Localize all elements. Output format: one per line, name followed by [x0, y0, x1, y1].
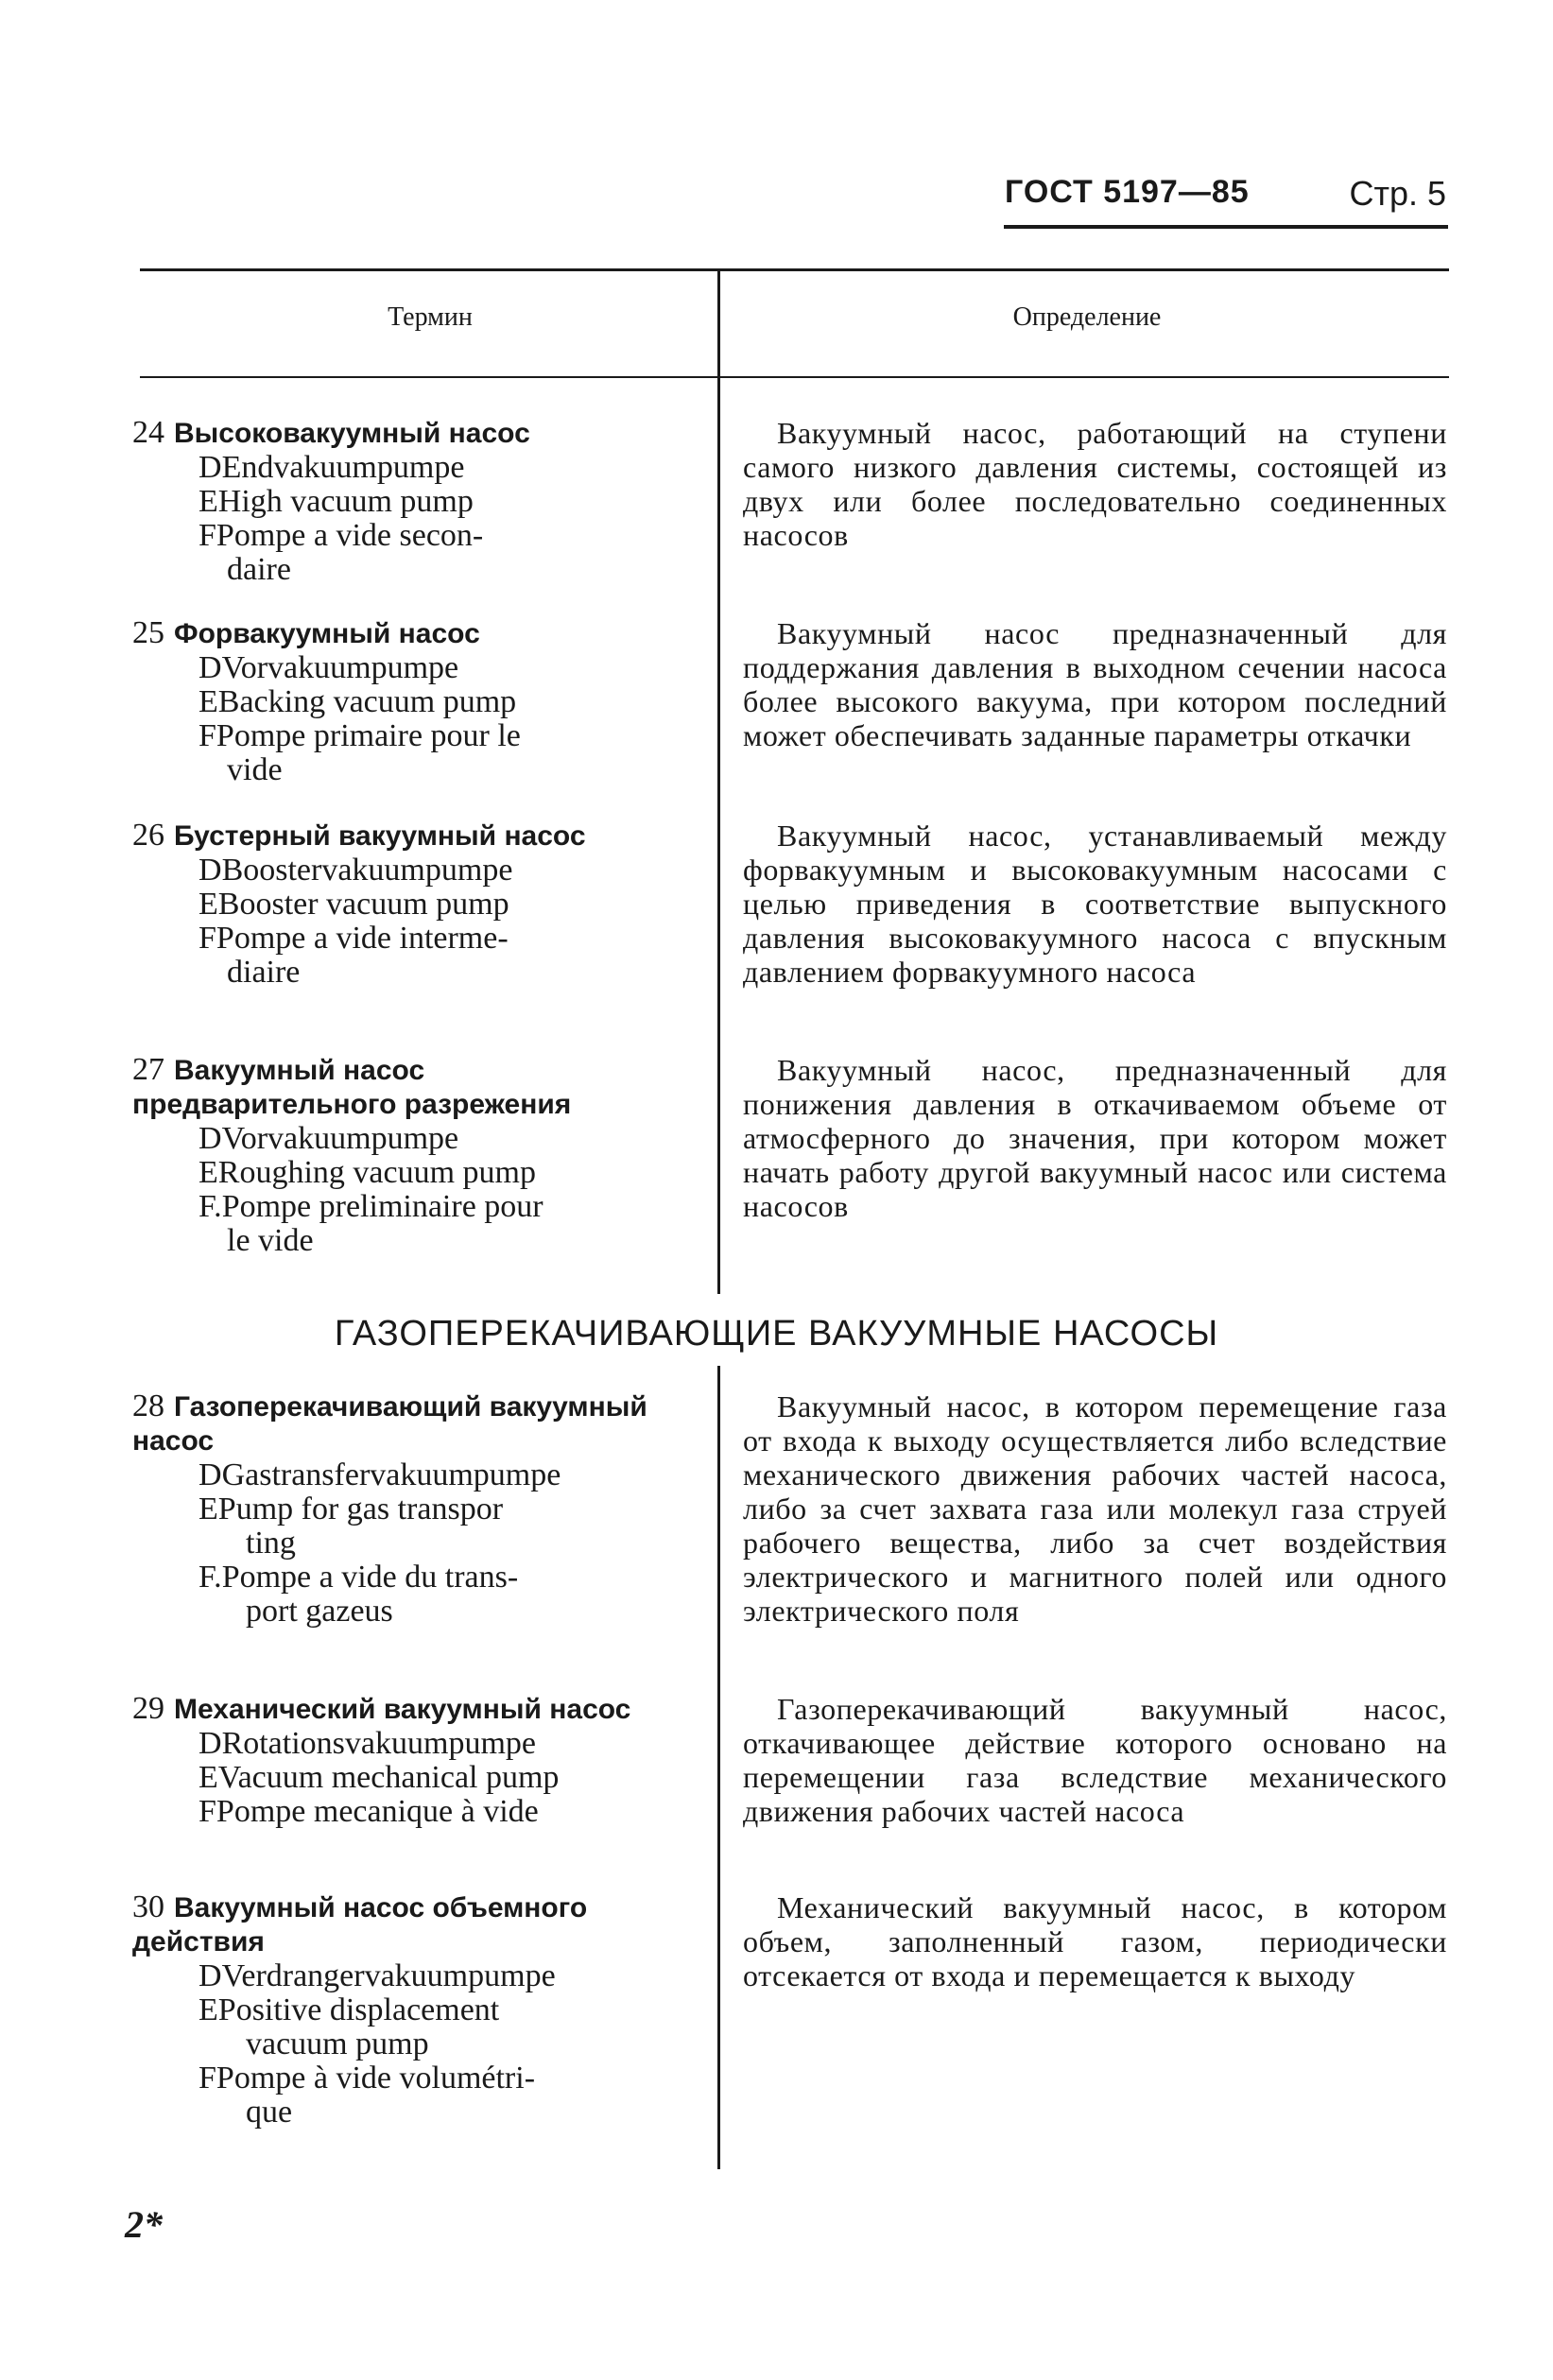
term-french: Pompe a vide secon-: [216, 518, 484, 553]
definition-26: [743, 819, 1447, 989]
term-entry-29: 29 Механический вакуумный насос DRotationsvakuumpumpe EVacuum mechanical pump FPompe mecanique à vide: [132, 1691, 631, 1829]
term-english-cont: vacuum pump: [246, 2026, 429, 2061]
term-english: Pump for gas transpor: [217, 1492, 504, 1526]
definition-text: Вакуумный насос, предназначенный для понижения давления в откачиваемом объеме от атмосферного до значения, при котором может начать работу другой вакуумный насос или система насосов: [743, 1053, 1447, 1223]
term-german: Gastransfervakuumpumpe: [221, 1457, 561, 1492]
term-number: 26: [132, 818, 164, 853]
term-title: Механический вакуумный насос: [174, 1694, 631, 1725]
term-french-cont: port gazeus: [246, 1594, 393, 1629]
term-german: Verdrangervakuumpumpe: [221, 1958, 556, 1993]
page-header: [945, 174, 1456, 233]
term-entry-24: 24 Высоковакуумный насос DEndvakuumpumpe EHigh vacuum pump FPompe a vide secon- daire: [132, 415, 530, 587]
definition-text: Вакуумный насос, работающий на ступени самого низкого давления системы, состоящей из двух или более последовательно соединенных насосов: [743, 416, 1447, 552]
term-title: Бустерный вакуумный насос: [174, 820, 586, 852]
term-english: High vacuum pump: [217, 484, 474, 519]
term-german: Endvakuumpumpe: [221, 450, 465, 485]
term-number: 29: [132, 1691, 164, 1726]
term-english: Booster vacuum pump: [217, 887, 509, 922]
column-header-term: Термин: [388, 302, 473, 332]
term-english: Backing vacuum pump: [217, 684, 517, 719]
term-entry-27: 27 Вакуумный насос предварительного разрежения DVorvakuumpumpe ERoughing vacuum pump F.Pompe preliminaire pour le vide: [132, 1052, 572, 1258]
term-title: Вакуумный насос объемного действия: [132, 1892, 588, 1957]
term-french: Pompe à vide volumétri-: [216, 2061, 536, 2095]
page-number: Стр. 5: [1349, 174, 1446, 213]
term-french-cont: que: [246, 2095, 293, 2130]
term-german: Vorvakuumpumpe: [221, 650, 459, 685]
definition-29: [743, 1692, 1447, 1828]
term-number: 25: [132, 615, 164, 650]
term-number: 27: [132, 1052, 164, 1087]
term-french-cont: vide: [227, 752, 283, 787]
term-entry-28: 28 Газоперекачивающий вакуумный насос DGastransfervakuumpumpe EPump for gas transpor ting F.Pompe a vide du trans- port gazeus: [132, 1388, 647, 1629]
definition-text: Механический вакуумный насос, в котором объем, заполненный газом, периодически отсекается от входа и перемещается к выходу: [743, 1890, 1447, 1992]
term-english: Positive displacement: [217, 1992, 500, 2027]
table-header-rule: [140, 376, 1449, 378]
definition-text: Вакуумный насос предназначенный для поддержания давления в выходном сечении насоса более высокого вакуума, при котором последний может обеспечивать заданные параметры откачки: [743, 616, 1447, 752]
term-german: Boostervakuumpumpe: [221, 853, 513, 888]
term-title: Форвакуумный насос: [174, 618, 480, 649]
term-entry-26: 26 Бустерный вакуумный насос DBoostervakuumpumpe EBooster vacuum pump FPompe a vide interme- diaire: [132, 818, 586, 990]
section-title: ГАЗОПЕРЕКАЧИВАЮЩИЕ ВАКУУМНЫЕ НАСОСЫ: [334, 1314, 1219, 1354]
definition-25: [743, 616, 1447, 752]
term-french: Pompe preliminaire pour: [221, 1189, 544, 1224]
term-entry-30: 30 Вакуумный насос объемного действия DVerdrangervakuumpumpe EPositive displacement vacuum pump FPompe à vide volumétri- que: [132, 1889, 588, 2130]
table-top-rule: [140, 268, 1449, 271]
definition-30: [743, 1890, 1447, 1992]
term-french-cont: diaire: [227, 955, 301, 990]
term-french: Pompe a vide interme-: [216, 921, 509, 956]
standard-code: ГОСТ 5197—85: [1005, 174, 1250, 210]
term-french-cont: daire: [227, 552, 291, 587]
definition-text: Вакуумный насос, устанавливаемый между форвакуумным и высоковакуумным насосами с целью приведения в соответствие выпускного давления высоковакуумного насоса с впускным давлением форвакуумного насоса: [743, 819, 1447, 989]
term-english-cont: ting: [246, 1526, 296, 1561]
term-title: Высоковакуумный насос: [174, 418, 530, 449]
term-german: Rotationsvakuumpumpe: [221, 1726, 536, 1761]
term-french: Pompe a vide du trans-: [221, 1560, 519, 1595]
term-number: 28: [132, 1388, 164, 1423]
term-entry-25: 25 Форвакуумный насос DVorvakuumpumpe EBacking vacuum pump FPompe primaire pour le vide: [132, 615, 521, 787]
term-english: Vacuum mechanical pump: [217, 1760, 560, 1795]
term-title: Вакуумный насос предварительного разрежения: [132, 1055, 572, 1120]
term-french: Pompe primaire pour le: [216, 718, 521, 753]
definition-text: Вакуумный насос, в котором перемещение газа от входа к выходу осуществляется либо вследствие механического движения рабочих частей насоса, либо за счет захвата газа или молекул газа струей рабочего вещества, либо за счет воздействия электрического и магнитного полей или одного электрического поля: [743, 1389, 1447, 1628]
definition-text: Газоперекачивающий вакуумный насос, откачивающее действие которого основано на перемещении газа вследствие механического движения рабочих частей насоса: [743, 1692, 1447, 1828]
term-title: Газоперекачивающий вакуумный насос: [132, 1391, 647, 1457]
term-french: Pompe mecanique à vide: [216, 1794, 539, 1829]
definition-28: [743, 1389, 1447, 1628]
term-french-cont: le vide: [227, 1223, 314, 1258]
definition-24: [743, 416, 1447, 552]
column-header-definition: Определение: [1012, 302, 1162, 332]
header-rule: [1004, 225, 1448, 229]
term-number: 30: [132, 1889, 164, 1924]
signature-mark: 2*: [125, 2203, 163, 2246]
column-divider-top: [717, 268, 720, 1294]
term-number: 24: [132, 415, 164, 450]
column-divider-bottom: [717, 1366, 720, 2169]
term-german: Vorvakuumpumpe: [221, 1121, 459, 1156]
definition-27: [743, 1053, 1447, 1223]
term-english: Roughing vacuum pump: [217, 1155, 536, 1190]
